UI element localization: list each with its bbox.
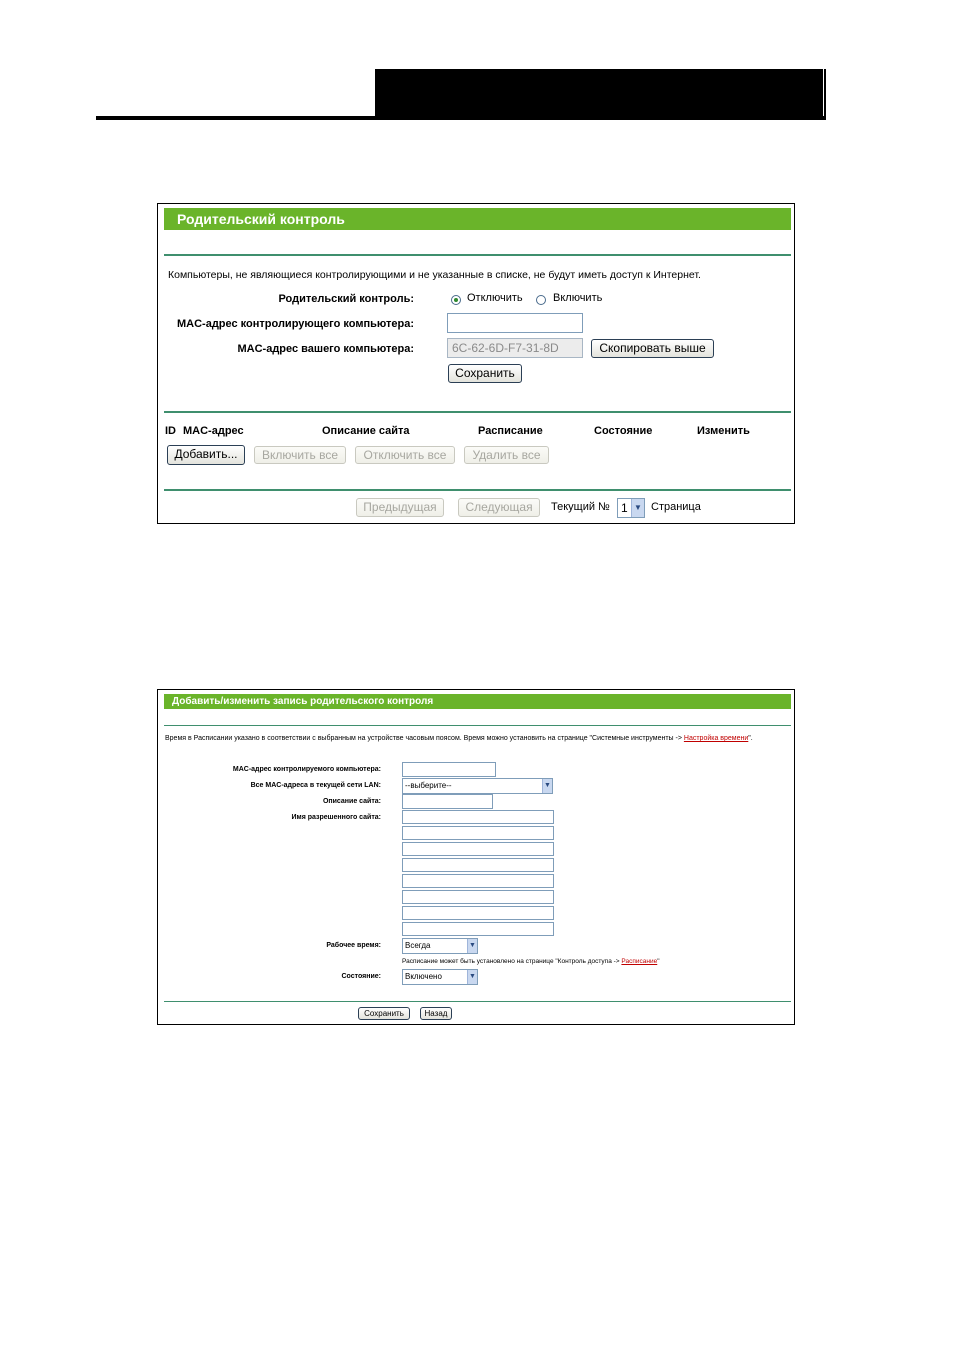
time-settings-link[interactable]: Настройка времени	[683, 735, 749, 742]
allowed-site-input-8[interactable]	[402, 922, 554, 936]
allowed-site-input-2[interactable]	[402, 826, 554, 840]
col-status: Состояние	[594, 425, 653, 437]
allowed-site-input-4[interactable]	[402, 858, 554, 872]
parental-control-label: Родительский контроль:	[278, 293, 414, 305]
schedule-note	[402, 958, 660, 965]
prev-button[interactable]: Предыдущая	[356, 498, 444, 517]
divider	[164, 411, 791, 413]
page-label: Страница	[651, 501, 701, 513]
panel-title-bar	[164, 208, 791, 230]
col-mac: MAC-адрес	[183, 425, 244, 437]
next-button[interactable]: Следующая	[458, 498, 540, 517]
allowed-site-input-5[interactable]	[402, 874, 554, 888]
intro-text	[165, 735, 753, 742]
col-id: ID	[165, 425, 176, 437]
chevron-down-icon: ▼	[467, 970, 477, 984]
chevron-down-icon: ▼	[542, 779, 552, 793]
all-mac-select[interactable]	[402, 778, 553, 794]
panel-title: Добавить/изменить запись родительского контроля	[172, 696, 434, 707]
col-schedule: Расписание	[478, 425, 543, 437]
delete-all-button[interactable]: Удалить все	[464, 446, 549, 464]
schedule-note-end: "	[657, 958, 660, 965]
add-edit-entry-panel	[157, 689, 795, 1025]
status-select-value: Включено	[405, 972, 442, 981]
back-button[interactable]: Назад	[420, 1007, 452, 1020]
intro-end: ".	[748, 735, 753, 742]
panel-title: Родительский контроль	[177, 211, 345, 227]
radio-enable-label: Включить	[553, 292, 603, 304]
allowed-site-input-1[interactable]	[402, 810, 554, 824]
allowed-site-label: Имя разрешенного сайта:	[291, 814, 381, 821]
parental-control-panel	[157, 203, 795, 524]
divider	[164, 1001, 791, 1002]
divider	[164, 725, 791, 726]
panel-title-bar	[164, 694, 791, 709]
allowed-site-input-6[interactable]	[402, 890, 554, 904]
current-page-value: 1	[621, 501, 628, 515]
status-select[interactable]	[402, 969, 478, 985]
radio-disable-label: Отключить	[467, 292, 523, 304]
divider	[164, 254, 791, 256]
your-mac-label: MAC-адрес вашего компьютера:	[237, 343, 414, 355]
schedule-note-text: Расписание может быть установлено на странице "Контроль доступа ->	[402, 958, 622, 965]
site-desc-label: Описание сайта:	[322, 798, 381, 805]
site-desc-input[interactable]	[402, 794, 493, 809]
radio-disable[interactable]	[451, 295, 461, 305]
copy-button[interactable]: Скопировать выше	[591, 339, 714, 358]
add-button[interactable]: Добавить...	[167, 445, 245, 465]
col-site: Описание сайта	[322, 425, 410, 437]
current-page-label: Текущий №	[551, 501, 610, 513]
all-mac-select-value: --выберите--	[405, 781, 452, 790]
intro-main: Время в Расписании указано в соответствии с выбранным на устройстве часовым поясом. Время можно установить на странице "Системные инструменты ->	[165, 735, 684, 742]
col-edit: Изменить	[697, 425, 750, 437]
work-time-select-value: Всегда	[405, 941, 431, 950]
header-edge	[824, 69, 826, 120]
save-button[interactable]: Сохранить	[358, 1007, 410, 1020]
schedule-link[interactable]: Расписание	[621, 958, 658, 965]
parent-mac-input[interactable]	[447, 313, 583, 333]
work-time-select[interactable]	[402, 938, 478, 954]
current-page-select[interactable]	[617, 498, 645, 518]
chevron-down-icon: ▼	[467, 939, 477, 953]
allowed-site-input-7[interactable]	[402, 906, 554, 920]
work-time-label: Рабочее время:	[326, 942, 381, 949]
divider	[164, 489, 791, 491]
header-rule	[96, 116, 826, 120]
allowed-site-input-3[interactable]	[402, 842, 554, 856]
header-black-block	[375, 69, 823, 116]
parent-mac-label: MAC-адрес контролирующего компьютера:	[176, 318, 414, 330]
enable-all-button[interactable]: Включить все	[254, 446, 346, 464]
intro-text: Компьютеры, не являющиеся контролирующими и не указанные в списке, не будут иметь доступ к Интернет.	[168, 269, 701, 281]
chevron-down-icon: ▼	[631, 499, 644, 517]
all-mac-label: Все MAC-адреса в текущей сети LAN:	[250, 782, 381, 789]
child-mac-label: MAC-адрес контролируемого компьютера:	[232, 766, 381, 773]
disable-all-button[interactable]: Отключить все	[355, 446, 455, 464]
child-mac-input[interactable]	[402, 762, 496, 777]
status-label: Состояние:	[341, 973, 381, 980]
your-mac-input: 6C-62-6D-F7-31-8D	[447, 338, 583, 358]
radio-enable[interactable]	[536, 295, 546, 305]
save-button[interactable]: Сохранить	[448, 364, 522, 383]
